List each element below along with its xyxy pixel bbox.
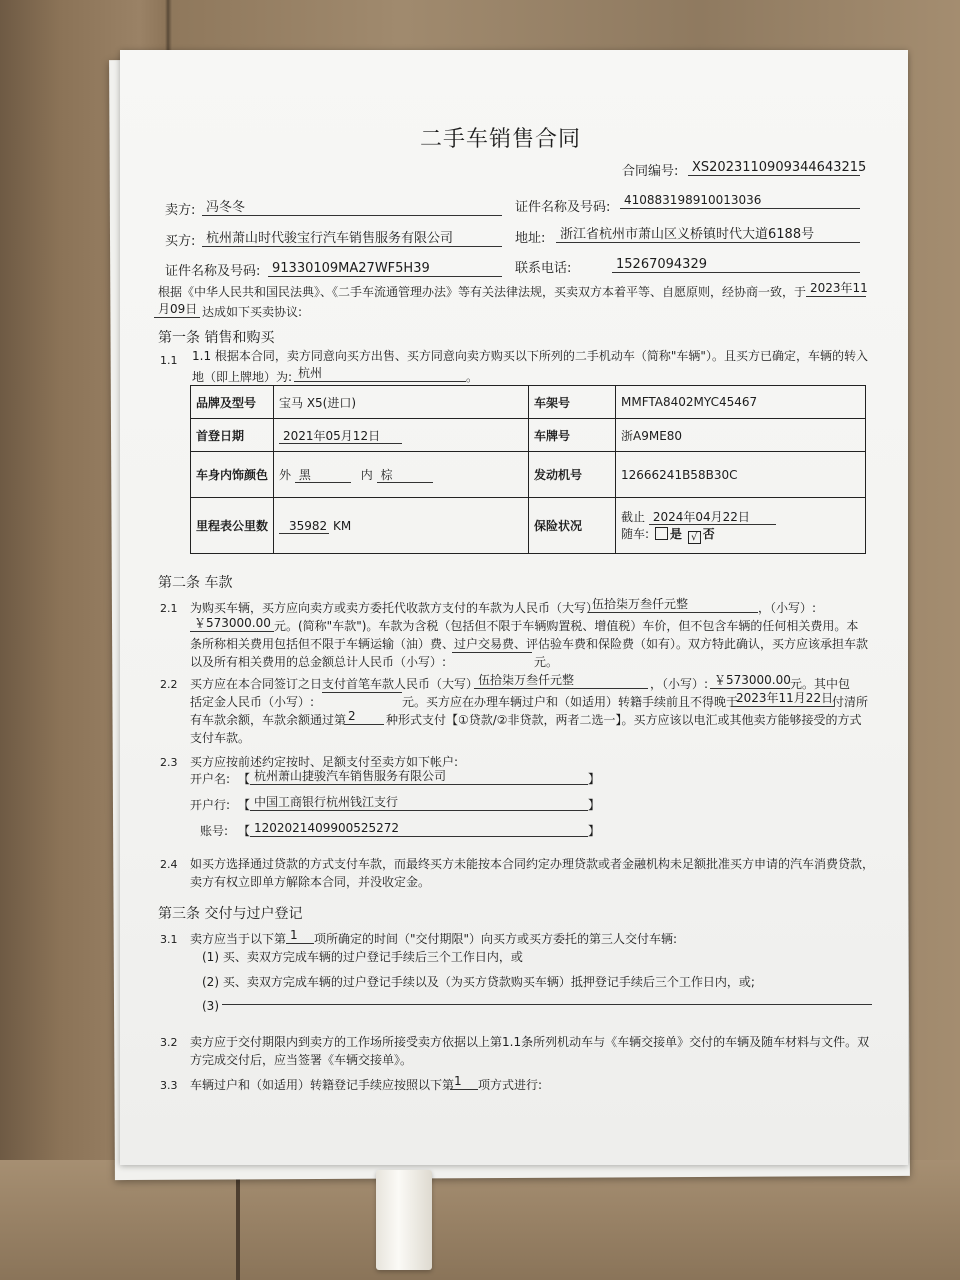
clause-2-1-text: 为购买车辆，买方应向卖方或卖方委托代收款方支付的车款为人民币（大写） xyxy=(190,601,599,615)
brand-label: 品牌及型号 xyxy=(191,386,274,419)
clause-2-2-text: 买方应在本合同签订之日支付首笔车款人民币（大写） xyxy=(190,677,479,691)
insurance-with-label: 随车: xyxy=(621,526,650,541)
delivery-option-3-blank xyxy=(222,1004,872,1005)
clause-1-1-end: 。 xyxy=(466,370,479,384)
clause-2-1-text-e: 以及所有相关费用的总金额总计人民币（小写）: xyxy=(190,655,447,669)
clause-2-2-text-i: 支付车款。 xyxy=(190,731,251,745)
address-value: 浙江省杭州市萧山区义桥镇时代大道6188号 xyxy=(556,227,860,243)
binder-clip-tab xyxy=(376,1170,432,1270)
seller-label: 卖方: xyxy=(165,203,196,218)
transfer-city: 杭州 xyxy=(294,366,466,382)
delivery-option-choice: 1 xyxy=(286,928,314,944)
clause-2-2-text-e: 元。买方应在办理车辆过户和（如适用）转籍手续前且不得晚于 xyxy=(402,695,739,709)
clause-number: 3.3 xyxy=(160,1079,178,1092)
price-words: 伍拾柒万叁仟元整 xyxy=(588,597,758,613)
clause-3-2-text: 卖方应于交付期限内到卖方的工作场所接受卖方依据以上第1.1条所列机动车与《车辆交接单》交付的车辆及随车材料与文件。双 xyxy=(190,1035,870,1049)
vehicle-info-table xyxy=(190,385,866,554)
bank-label: 开户行: xyxy=(190,798,231,812)
engine-value: 12666241B58B30C xyxy=(616,452,866,498)
mileage-unit: KM xyxy=(333,518,352,533)
clause-1-1-text: 1.1 根据本合同，卖方同意向买方出售、买方同意向卖方购买以下所列的二手机动车（简称"车辆"）。且买方已确定，车辆的转入 xyxy=(192,349,868,363)
account-number-value: 1202021409900525272 xyxy=(250,821,588,837)
bracket-right: 】 xyxy=(588,798,601,812)
price-amount: ￥573000.00 xyxy=(190,616,274,632)
transfer-option-choice: 1 xyxy=(450,1074,478,1090)
deposit-blank xyxy=(322,692,402,693)
reg-date-cell xyxy=(274,419,529,452)
clause-2-2-text-g: 有车款余额，车款余额通过第 xyxy=(190,713,347,727)
payment-method-choice: 2 xyxy=(344,709,384,725)
clause-2-4-text: 如买方选择通过贷款的方式支付车款，而最终买方未能按本合同约定办理贷款或者金融机构未足额批准买方申请的汽车消费贷款， xyxy=(190,857,875,871)
mileage-cell xyxy=(274,498,529,554)
clause-number: 2.1 xyxy=(160,602,178,615)
brand-value: 宝马 X5(进口) xyxy=(274,386,529,419)
contract-title: 二手车销售合同 xyxy=(420,127,582,152)
bracket-left: 【 xyxy=(238,798,251,812)
contract-no-label: 合同编号: xyxy=(622,164,679,179)
clause-number: 2.2 xyxy=(160,678,178,691)
clause-2-4-text-b: 卖方有权立即单方解除本合同，并没收定金。 xyxy=(190,875,431,889)
account-name-value: 杭州萧山捷骏汽车销售服务有限公司 xyxy=(250,769,588,785)
clause-3-1-text: 卖方应当于以下第 xyxy=(190,932,287,946)
clause-2-1-text-d: 条所称相关费用包括但不限于车辆运输（油）费、过户交易费、评估验车费和保险费（如有）。双方特此确认，买方应该承担车款 xyxy=(190,637,869,651)
delivery-option-2: (2) 买、卖双方完成车辆的过户登记手续以及（为买方贷款购买车辆）抵押登记手续后三个工作日内，或; xyxy=(202,975,755,989)
clause-number: 2.4 xyxy=(160,858,178,871)
article-3-title: 第三条 交付与过户登记 xyxy=(158,906,303,922)
intro-text-end: 达成如下买卖协议: xyxy=(202,305,303,319)
sign-date-a: 2023年11 xyxy=(806,281,866,297)
plate-value: 浙A9ME80 xyxy=(616,419,866,452)
insurance-cell xyxy=(616,498,866,554)
clause-2-1-text-c: 元。(简称"车款")。车款为含税（包括但不限于车辆购置税、增值税）车价，但不包含车辆的任何相关费用。本 xyxy=(274,619,859,633)
outer-color-value: 黑 xyxy=(295,468,351,483)
buyer-name: 杭州萧山时代骏宝行汽车销售服务有限公司 xyxy=(202,231,502,247)
clause-2-2-text-d: 括定金人民币（小写）: xyxy=(190,695,315,709)
inner-color-prefix: 内 xyxy=(360,468,373,482)
buyer-id-value: 91330109MA27WF5H39 xyxy=(268,261,502,277)
clause-number: 2.3 xyxy=(160,756,178,769)
bank-value: 中国工商银行杭州钱江支行 xyxy=(250,795,588,811)
seller-name: 冯冬冬 xyxy=(202,200,502,216)
seller-id-label: 证件名称及号码: xyxy=(515,200,611,215)
clause-number: 1.1 xyxy=(160,354,178,367)
clause-1-1-text-2: 地（即上牌地）为: xyxy=(192,370,293,384)
article-2-title: 第二条 车款 xyxy=(158,575,233,591)
clause-2-1-text-b: ，（小写）: xyxy=(758,601,817,615)
buyer-label: 买方: xyxy=(165,234,196,249)
account-number-label: 账号: xyxy=(200,824,229,838)
article-1-title: 第一条 销售和购买 xyxy=(158,330,275,346)
bracket-right: 】 xyxy=(588,772,601,786)
seller-id-value: 410883198910013036 xyxy=(620,193,860,209)
bracket-left: 【 xyxy=(238,824,251,838)
first-payment-amount: ￥573000.00 xyxy=(710,673,790,689)
insurance-label: 保险状况 xyxy=(529,498,616,554)
intro-text: 根据《中华人民共和国民法典》、《二手车流通管理办法》等有关法律法规，买卖双方本着平等、自愿原则，经协商一致，于 xyxy=(158,285,807,299)
bracket-right: 】 xyxy=(588,824,601,838)
checkbox-no[interactable]: √ xyxy=(688,531,701,544)
address-label: 地址: xyxy=(515,231,546,246)
plate-label: 车牌号 xyxy=(529,419,616,452)
buyer-id-label: 证件名称及号码: xyxy=(165,264,261,279)
checkbox-yes[interactable] xyxy=(655,527,668,540)
account-name-label: 开户名: xyxy=(190,772,231,786)
inner-color-value: 棕 xyxy=(377,468,433,483)
color-label: 车身内饰颜色 xyxy=(191,452,274,498)
engine-label: 发动机号 xyxy=(529,452,616,498)
clause-2-2-text-c: 元。其中包 xyxy=(790,677,851,691)
delivery-option-1: (1) 买、卖双方完成车辆的过户登记手续后三个工作日内，或 xyxy=(202,950,523,964)
sign-date-b: 月09日 xyxy=(154,302,200,318)
balance-due-date: 2023年11月22日 xyxy=(732,691,834,707)
outer-color-prefix: 外 xyxy=(279,468,292,482)
vin-label: 车架号 xyxy=(529,386,616,419)
checkbox-no-label: 否 xyxy=(702,526,715,541)
clause-3-3-text-b: 项方式进行: xyxy=(478,1078,543,1092)
clause-3-2-text-b: 方完成交付后，应当签署《车辆交接单》。 xyxy=(190,1053,413,1067)
bracket-left: 【 xyxy=(238,772,251,786)
clause-2-3-text: 买方应按前述约定按时、足额支付至卖方如下帐户: xyxy=(190,755,459,769)
phone-value: 15267094329 xyxy=(612,257,860,273)
clause-2-2-text-b: ，（小写）: xyxy=(650,677,709,691)
total-amount-blank xyxy=(452,652,532,653)
clause-number: 3.1 xyxy=(160,933,178,946)
checkbox-yes-label: 是 xyxy=(669,526,682,541)
delivery-option-3: (3) xyxy=(202,999,219,1013)
clause-3-1-text-b: 项所确定的时间（"交付期限"）向买方或买方委托的第三人交付车辆: xyxy=(314,932,678,946)
clause-number: 3.2 xyxy=(160,1036,178,1049)
insurance-prefix: 截止 xyxy=(621,509,646,524)
clause-3-3-text: 车辆过户和（如适用）转籍登记手续应按照以下第 xyxy=(190,1078,455,1092)
contract-no-value: XS2023110909344643215 xyxy=(688,160,860,176)
reg-date-value: 2021年05月12日 xyxy=(279,429,402,444)
phone-label: 联系电话: xyxy=(515,261,572,276)
first-payment-words: 伍拾柒万叁仟元整 xyxy=(474,673,648,689)
mileage-value: 35982 xyxy=(279,519,329,534)
vin-value: MMFTA8402MYC45467 xyxy=(616,386,866,419)
clause-2-2-text-h: 种形式支付【①贷款/②非贷款，两者二选一】。买方应该以电汇或其他卖方能够接受的方式 xyxy=(386,713,862,727)
clause-2-1-text-f: 元。 xyxy=(534,655,559,669)
reg-date-label: 首登日期 xyxy=(191,419,274,452)
insurance-date: 2024年04月22日 xyxy=(649,510,776,525)
clause-2-2-text-f: 付清所 xyxy=(832,695,869,709)
mileage-label: 里程表公里数 xyxy=(191,498,274,554)
color-cell xyxy=(274,452,529,498)
